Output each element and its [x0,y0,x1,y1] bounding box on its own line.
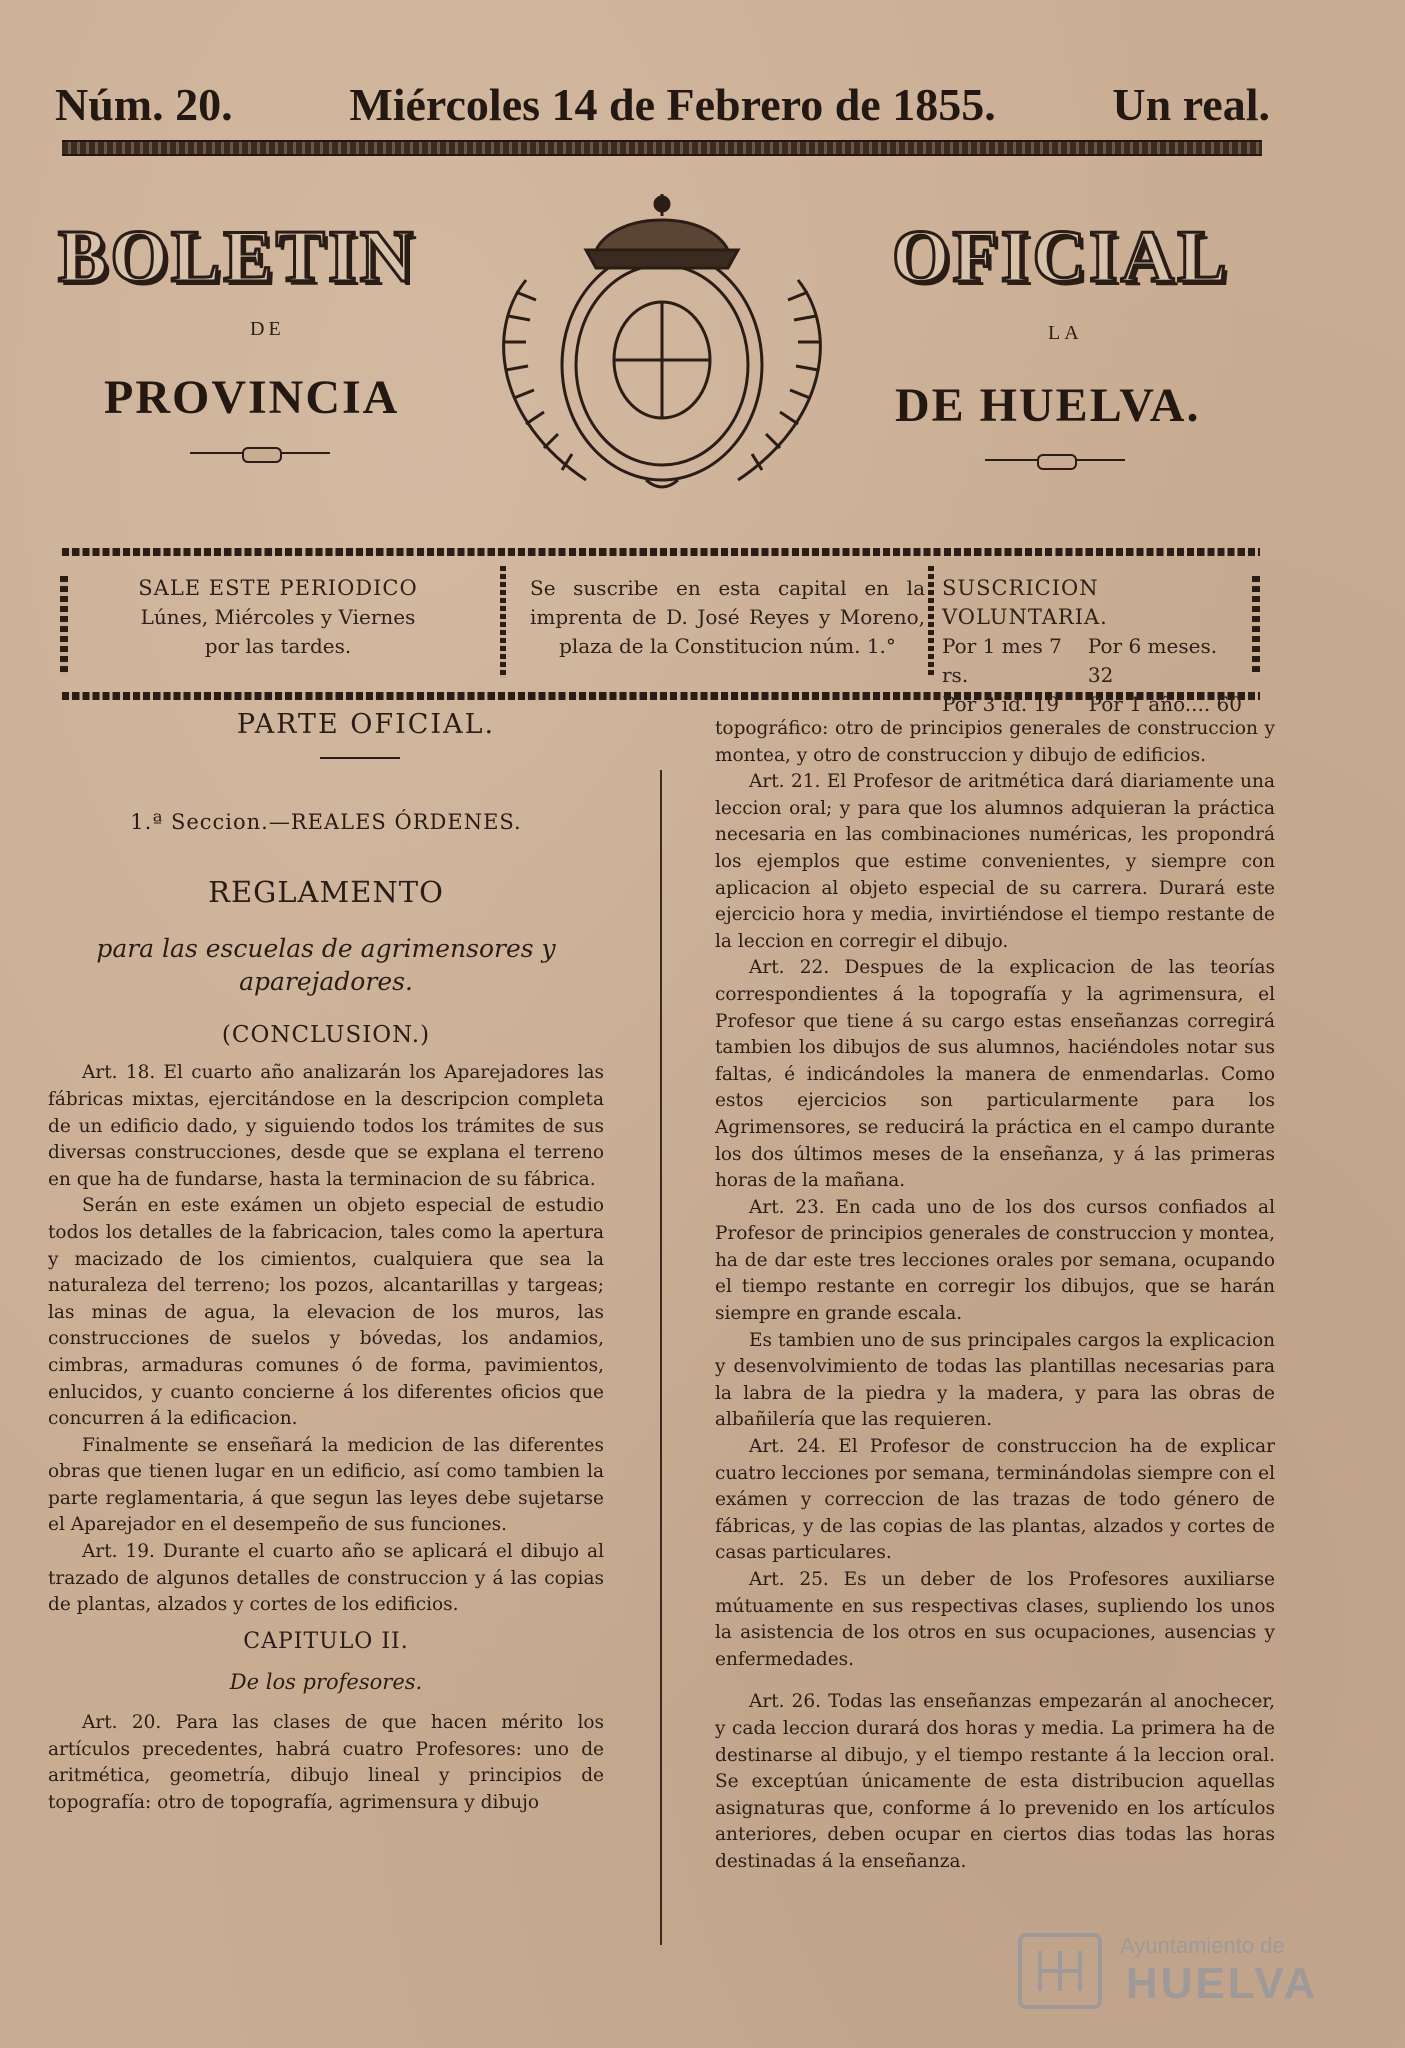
article-paragraph: Es tambien uno de sus principales cargos la explicacion y desenvolvimiento de todas las plantillas necesarias para la labra de la piedra y la madera, y para las obras de albañilería que las requieren. [715,1329,1275,1431]
box-border-left [60,576,68,676]
box-divider-2 [928,566,934,678]
price-cell: Por 1 mes 7 rs. [942,634,1062,687]
column-divider [660,770,662,1945]
box-border-right [1252,576,1260,676]
masthead-rule [62,140,1262,156]
prices-heading: SUSCRICION VOLUNTARIA. [942,576,1108,629]
left-column [48,709,604,1816]
title-ornament-left [190,452,330,454]
subsection-heading: 1.ª Seccion.—REALES ÓRDENES. [130,809,522,834]
subscription-prices [942,574,1242,719]
article-paragraph: Art. 26. Todas las enseñanzas empezarán al anochecer, y cada leccion durará dos horas y media. La primera ha de destinarse al dibujo, y el tiempo restante á la leccion oral. Se exceptúan únicamente de esta distribucion aquellas asignaturas que, conforme á lo prevenido en los artículos anteriores, deben ocupar en ciertos dias todas las horas destinadas á la enseñanza. [715,1691,1275,1872]
watermark-line-1: Ayuntamiento de [1120,1933,1285,1958]
schedule-line-1: SALE ESTE PERIODICO [138,576,418,600]
title-ornament-right [985,459,1125,461]
issue-date: Miércoles 14 de Febrero de 1855. [349,79,996,130]
chapter-subtitle: De los profesores. [229,1670,423,1695]
issue-number: Núm. 20. [55,79,233,130]
schedule-line-2: Lúnes, Miércoles y Viernes [140,605,416,629]
archive-watermark [1010,1925,1340,2015]
article-paragraph: topográfico: otro de principios generales de construccion y montea, y otro de construccion y dibujo de edificios. [715,718,1275,766]
subscription-box [60,548,1260,716]
article-paragraph: Finalmente se enseñará la medicion de las diferentes obras que tienen lugar en un edificio, así como tambien la parte reglamentaria, á que segun las leyes debe sujetarse el Aparejador en el desempeño de sus funciones. [48,1434,604,1536]
price-row [942,632,1242,690]
article-paragraph: Art. 20. Para las clases de que hacen mérito los artículos precedentes, habrá cuatro Profesores: uno de aritmética, geometría, dibujo lineal y principios de topografía: otro de topografía, agrimensura y dibujo [48,1712,604,1813]
publication-schedule [78,574,478,661]
watermark-line-2: HUELVA [1126,1959,1319,2008]
place-line-2: imprenta de D. José Reyes y Moreno, [530,605,925,629]
archive-logo-icon [1010,1925,1110,2015]
article-paragraph: Art. 22. Despues de la explicacion de las teorías correspondientes á la topografía y la agrimensura, el Profesor que tiene á su cargo estas enseñanzas corregirá tambien los dibujos de sus alumnos, haciéndoles notar sus faltas, é indicándoles la manera de enmendarlas. Como estos ejercicios son particularmente para los Agrimensores, se reducirá la práctica en el campo durante los dos últimos meses de la enseñanza, y á las primeras horas de la mañana. [715,957,1275,1192]
title-boletin: BOLETIN [58,216,417,298]
issue-price: Un real. [1112,79,1270,130]
article-paragraph: Art. 24. El Profesor de construccion ha de explicar cuatro lecciones por semana, terminándolas siempre con el exámen y correccion de las trazas de todo género de fábricas, y de las copias de las plantas, alzados y cortes de casas particulares. [715,1436,1275,1564]
price-cell: Por 3 id. 19 [942,692,1060,716]
article-paragraph: Serán en este exámen un objeto especial de estudio todos los detalles de la fabricacion, tales como la apertura y macizado de los cimientos, cualquiera que sea la naturaleza del terreno; los pozos, alcantarillas y targeas; las minas de agua, la elevacion de los muros, las construcciones de suelos y bóvedas, los andamios, cimbras, armaduras comunes ó de forma, pavimientos, enlucidos, y cuanto concierne á los diferentes oficios que concurren á la edificacion. [48,1195,604,1430]
price-row [942,690,1242,719]
royal-coat-of-arms-icon [466,190,858,500]
section-ornament [320,757,400,759]
masthead-line [55,78,1270,138]
title-oficial: OFICIAL [892,216,1230,298]
price-cell: Por 6 meses. 32 [1087,634,1218,687]
place-line-3: plaza de la Constitucion núm. 1.° [559,634,896,658]
price-cell: Por 1 año.... 60 [1088,692,1242,716]
article-paragraph: Art. 25. Es un deber de los Profesores auxiliarse mútuamente en sus respectivas clases, supliendo los unos la asistencia de los otros en sus ocupaciones, ausencias y enfermedades. [715,1569,1275,1670]
title-de-huelva: DE HUELVA. [895,379,1201,432]
document-subtitle: para las escuelas de agrimensores y aparejadores. [96,933,556,996]
article-paragraph: Art. 18. El cuarto año analizarán los Aparejadores las fábricas mixtas, ejercitándose en la descripcion completa de un edificio dado, y siguiendo todos los trámites de sus diversas construcciones, desde que se explana el terreno en que ha de fundarse, hasta la terminacion de su fábrica. [48,1062,604,1190]
title-de: DE [250,318,285,340]
subscription-place [530,574,925,661]
right-column [715,716,1275,1876]
box-divider-1 [500,566,506,678]
place-line-1: Se suscribe en esta capital en la [530,576,925,600]
conclusion-label: (CONCLUSION.) [221,1021,431,1048]
article-paragraph: Art. 21. El Profesor de aritmética dará diariamente una leccion oral; y para que los alumnos adquieran la práctica necesaria en las combinaciones numéricas, les propondrá los ejemplos que estime convenientes, y siempre con aplicacion al objeto especial de su carrera. Durará este ejercicio hora y media, invirtiéndose el tiempo restante de la leccion en corregir el dibujo. [715,771,1275,952]
document-title: REGLAMENTO [208,875,444,910]
article-paragraph: Art. 23. En cada uno de los dos cursos confiados al Profesor de principios generales de construccion y montea, ha de dar este tres lecciones orales por semana, ocupando el tiempo restante en corregir los dibujos, que se harán siempre en grande escala. [715,1196,1275,1325]
article-paragraph: Art. 19. Durante el cuarto año se aplicará el dibujo al trazado de algunos detalles de construccion y á las copias de plantas, alzados y cortes de los edificios. [48,1541,604,1616]
section-heading-parte-oficial: PARTE OFICIAL. [236,709,496,740]
paragraph-gap [715,1673,1275,1689]
chapter-heading: CAPITULO II. [243,1628,409,1654]
title-la: LA [1048,322,1083,344]
schedule-line-3: por las tardes. [204,634,352,658]
title-provincia: PROVINCIA [104,371,400,424]
